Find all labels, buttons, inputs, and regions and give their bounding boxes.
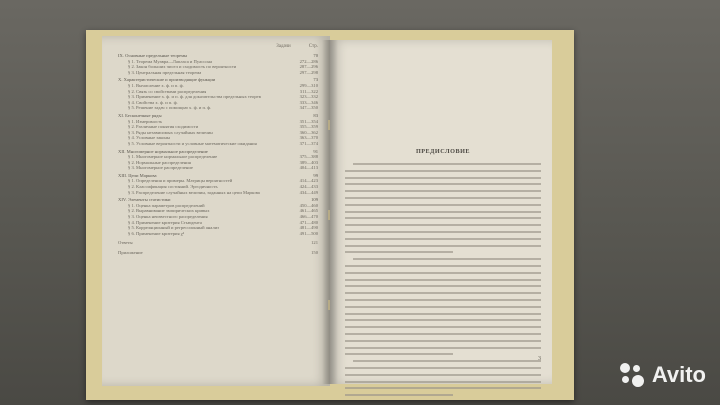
toc-entry-number: 299—310 <box>299 82 318 88</box>
preface-body <box>345 163 541 396</box>
toc-row <box>118 250 318 256</box>
toc-entry-number: 287—296 <box>299 64 318 70</box>
preface-text-line <box>345 374 541 376</box>
preface-text-line <box>345 292 541 294</box>
preface-text-line <box>345 319 541 321</box>
toc-entry-title: XIII. Цепи Маркова <box>118 172 157 178</box>
preface-text-line <box>345 353 453 355</box>
toc-entry-title: § 4. Условные законы <box>128 135 170 141</box>
toc-entry-number: 461—465 <box>299 208 318 214</box>
toc-entry-number: 109 <box>311 197 318 203</box>
preface-text-line <box>345 217 541 219</box>
toc-entry-title: § 3. Применение х. ф. и п. ф. для доказательства предельных теорем <box>128 94 262 100</box>
toc-entry-number: 363—370 <box>299 135 318 141</box>
preface-text-line <box>345 313 541 315</box>
toc-header-page: Стр. <box>308 44 318 49</box>
toc-entry-title: X. Характеристические и производящие функции <box>118 77 216 83</box>
toc-entry-title: § 6. Применение критерия χ² <box>128 230 185 236</box>
toc-entry-number: 450—460 <box>299 202 318 208</box>
preface-text-line <box>345 394 453 396</box>
toc-rows <box>118 53 318 256</box>
preface-section <box>345 148 541 401</box>
preface-text-line <box>345 326 541 328</box>
preface-text-line <box>353 360 541 362</box>
toc-entry-title: § 3. Распределение случайных величин, заданных на цепи Маркова <box>128 189 260 195</box>
preface-text-line <box>345 306 541 308</box>
toc-entry-number: 414—423 <box>299 178 318 184</box>
binding-stitch <box>328 120 330 130</box>
toc-row <box>118 240 318 246</box>
preface-text-line <box>345 231 541 233</box>
toc-entry-title: § 3. Многомерное распределение <box>128 165 193 171</box>
binding-stitch <box>328 210 330 220</box>
toc-entry-number: 404—413 <box>299 165 318 171</box>
toc-entry-title: § 2. Выравнивание эмпирических кривых <box>128 208 210 214</box>
toc-row <box>118 70 318 76</box>
toc-entry-title: § 2. Закон больших чисел и сходимость по вероятности <box>128 64 237 70</box>
toc-entry-number: 491—500 <box>299 230 318 236</box>
preface-text-line <box>345 177 541 179</box>
preface-text-line <box>345 285 541 287</box>
toc-entry-number: 471—480 <box>299 219 318 225</box>
toc-entry-title: § 4. Применение критерия Стьюдента <box>128 219 202 225</box>
toc-entry-number: 150 <box>311 250 318 255</box>
avito-logo-icon <box>618 361 646 389</box>
toc-entry-title: § 1. Оценка параметров распределений <box>128 202 205 208</box>
binding-stitch <box>328 300 330 310</box>
toc-entry-title: § 2. Классификация состояний. Эргодичность <box>128 184 218 190</box>
toc-entry-number: 389—403 <box>299 159 318 165</box>
toc-entry-number: 121 <box>311 240 318 246</box>
toc-entry-title: § 5. Корреляционный и регрессионный анализ <box>128 225 219 231</box>
toc-entry-title: IX. Основные предельные теоремы <box>118 53 188 58</box>
toc-entry-number: 333—346 <box>299 99 318 105</box>
preface-text-line <box>345 272 541 274</box>
toc-entry-number: 375—388 <box>299 154 318 160</box>
toc-entry-number: 351—354 <box>299 118 318 124</box>
toc-entry-number: 99 <box>313 172 318 178</box>
toc-entry-title: § 3. Оценка неизвестного распределения <box>128 214 208 220</box>
toc-entry-title: XII. Многомерное нормальное распределение <box>118 148 208 154</box>
toc-entry-number: 70 <box>313 53 318 58</box>
toc-header-tasks: Задачи <box>276 44 291 49</box>
toc-entry-title: § 4. Свойства х. ф. и п. ф. <box>128 99 178 105</box>
toc-entry-title: Ответы <box>118 240 133 246</box>
toc-entry-number: 272—286 <box>299 58 318 64</box>
toc-entry-title: § 3. Ряды независимых случайных величин <box>128 129 213 135</box>
toc-header <box>118 44 318 49</box>
toc-entry-title: XIV. Элементы статистики <box>118 197 171 203</box>
toc-entry-number: 371—374 <box>299 140 318 146</box>
toc-row <box>118 165 318 171</box>
avito-watermark <box>618 361 706 389</box>
preface-text-line <box>345 347 541 349</box>
preface-text-line <box>345 211 541 213</box>
toc-entry-title: XI. Бесконечные ряды <box>118 112 162 118</box>
table-of-contents <box>118 44 318 256</box>
preface-text-line <box>345 224 541 226</box>
preface-text-line <box>345 381 541 383</box>
toc-entry-title: § 5. Решение задач с помощью х. ф. и п. ф. <box>128 105 212 111</box>
preface-text-line <box>345 197 541 199</box>
toc-entry-number: 434—449 <box>299 189 318 195</box>
book-spine <box>322 40 338 384</box>
toc-entry-title: § 2. Связь со свойствами распределения <box>128 88 207 94</box>
preface-text-line <box>345 279 541 281</box>
preface-text-line <box>353 258 541 260</box>
toc-entry-number: 424—433 <box>299 184 318 190</box>
toc-entry-title: § 1. Вычисление х. ф. и п. ф. <box>128 82 184 88</box>
toc-entry-number: 297—298 <box>299 69 318 75</box>
toc-entry-number: 466—470 <box>299 214 318 220</box>
toc-entry-number: 91 <box>313 148 318 154</box>
toc-row <box>118 105 318 111</box>
toc-entry-title: § 1. Измеримость <box>128 118 163 124</box>
preface-text-line <box>345 183 541 185</box>
toc-entry-title: § 1. Теорема Муавра—Лапласа и Пуассона <box>128 58 212 64</box>
preface-text-line <box>345 387 541 389</box>
preface-text-line <box>353 163 541 165</box>
toc-row <box>118 141 318 147</box>
preface-text-line <box>345 367 541 369</box>
preface-text-line <box>345 333 541 335</box>
preface-text-line <box>345 245 541 247</box>
toc-entry-title: § 5. Условные вероятности и условные математические ожидания <box>128 140 257 146</box>
preface-text-line <box>345 204 541 206</box>
preface-text-line <box>345 190 541 192</box>
preface-title: ПРЕДИСЛОВИЕ <box>415 148 471 155</box>
toc-entry-title: § 3. Центральная предельная теорема <box>128 69 202 75</box>
preface-text-line <box>345 340 541 342</box>
toc-entry-title: § 2. Различные понятия сходимости <box>128 124 199 130</box>
toc-entry-number: 83 <box>313 112 318 118</box>
toc-entry-number: 481—490 <box>299 225 318 231</box>
preface-text-line <box>345 238 541 240</box>
watermark-text: Avito <box>651 362 706 387</box>
toc-entry-number: 360—362 <box>299 129 318 135</box>
toc-entry-number: 347—350 <box>299 105 318 111</box>
preface-text-line <box>345 265 541 267</box>
toc-entry-number: 73 <box>313 77 318 83</box>
toc-entry-number: 355—359 <box>299 124 318 130</box>
toc-entry-title: § 1. Многомерное нормальное распределение <box>128 154 218 160</box>
preface-text-line <box>345 299 541 301</box>
toc-entry-number: 311—322 <box>299 88 318 94</box>
toc-entry-title: § 2. Нормальные распределения <box>128 159 191 165</box>
toc-row <box>118 231 318 237</box>
preface-text-line <box>345 251 453 253</box>
toc-entry-number: 323—332 <box>299 94 318 100</box>
toc-entry-title: § 1. Определения и примеры. Матрицы вероятностей <box>128 178 233 184</box>
preface-text-line <box>345 170 541 172</box>
toc-row <box>118 190 318 196</box>
page-number: 3 <box>538 356 541 362</box>
toc-entry-title: Приложение <box>118 250 143 255</box>
